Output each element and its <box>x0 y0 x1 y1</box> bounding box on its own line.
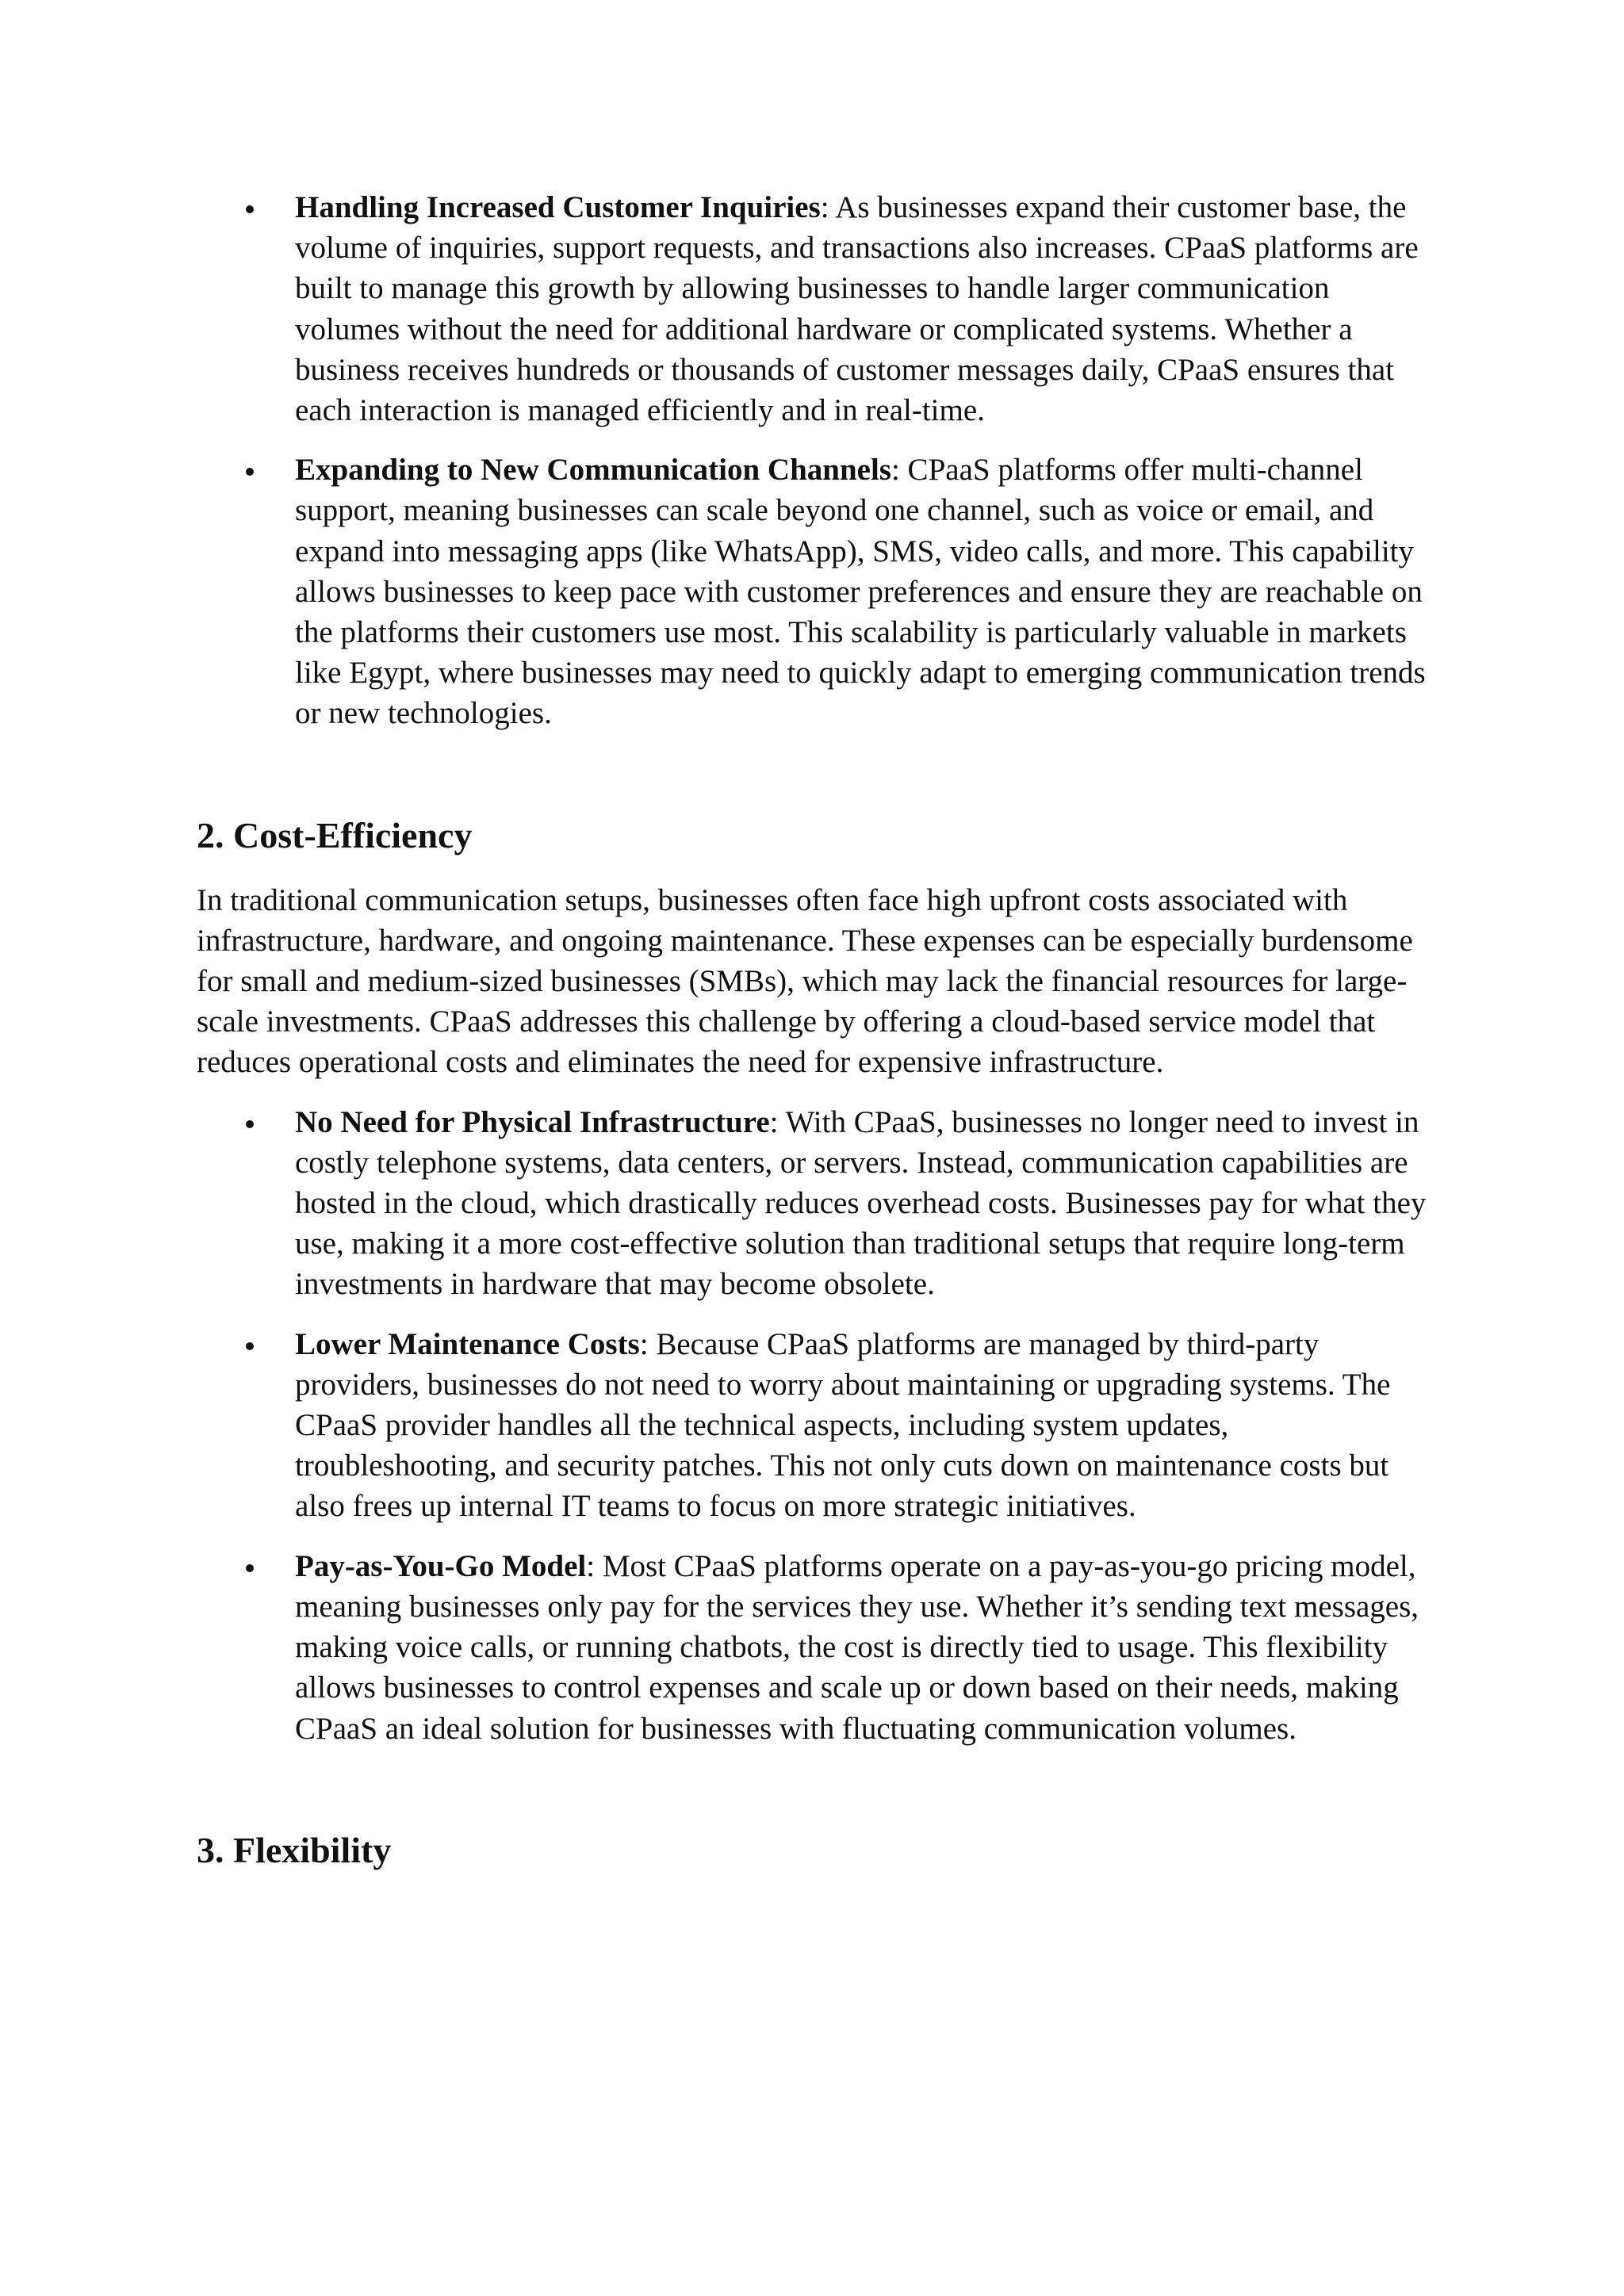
document-page <box>197 187 1434 1873</box>
bullet-dot-icon <box>246 205 254 213</box>
section-heading-cost-efficiency: 2. Cost-Efficiency <box>197 814 473 855</box>
cost-efficiency-paragraph: In traditional communication setups, businesses often face high upfront costs associated with infrastructure, hardware, and ongoing maintenance. These expenses can be especially burdensome for small and medium-sized businesses (SMBs), which may lack the financial resources for large-scale investments. CPaaS addresses this challenge by offering a cloud-based service model that reduces operational costs and eliminates the need for expensive infrastructure. <box>197 882 1413 1080</box>
bullet-text: : As businesses expand their customer base, the volume of inquiries, support requests, and transactions also increases. CPaaS platforms are built to manage this growth by allowing businesses to handle larger communication volumes without the need for additional hardware or complicated systems. Whether a business receives hundreds or thousands of customer messages daily, CPaaS ensures that each interaction is managed efficiently and in real-time. <box>295 190 1419 428</box>
bullet-text: : With CPaaS, businesses no longer need to invest in costly telephone systems, data centers, or servers. Instead, communication capabilities are hosted in the cloud, which drastically reduces overhead costs. Businesses pay for what they use, making it a more cost-effective solution than traditional setups that require long-term investments in hardware that may become obsolete. <box>295 1104 1427 1302</box>
cost-efficiency-bullet-list <box>197 1102 1434 1749</box>
bullet-pay-as-you-go <box>197 1546 1434 1749</box>
bullet-handling-increased-inquiries <box>197 187 1434 430</box>
bullet-term: Pay-as-You-Go Model <box>295 1548 587 1583</box>
bullet-term: Expanding to New Communication Channels <box>295 453 891 488</box>
bullet-term: Lower Maintenance Costs <box>295 1326 640 1361</box>
bullet-term: No Need for Physical Infrastructure <box>295 1104 770 1139</box>
bullet-dot-icon <box>246 468 254 476</box>
bullet-lower-maintenance <box>197 1324 1434 1527</box>
bullet-no-physical-infrastructure <box>197 1102 1434 1305</box>
bullet-text: : Most CPaaS platforms operate on a pay-as-you-go pricing model, meaning businesses only pay for the services they use. Whether it’s sending text messages, making voice calls, or running chatbots, the cost is directly tied to usage. This flexibility allows businesses to control expenses and scale up or down based on their needs, making CPaaS an ideal solution for businesses with fluctuating communication volumes. <box>295 1548 1419 1746</box>
bullet-text: : CPaaS platforms offer multi-channel support, meaning businesses can scale beyond one channel, such as voice or email, and expand into messaging apps (like WhatsApp), SMS, video calls, and more. This capability allows businesses to keep pace with customer preferences and ensure they are reachable on the platforms their customers use most. This scalability is particularly valuable in markets like Egypt, where businesses may need to quickly adapt to emerging communication trends or new technologies. <box>295 453 1426 731</box>
bullet-text: : Because CPaaS platforms are managed by third-party providers, businesses do not need to worry about maintaining or upgrading systems. The CPaaS provider handles all the technical aspects, including system updates, troubleshooting, and security patches. This not only cuts down on maintenance costs but also frees up internal IT teams to focus on more strategic initiatives. <box>295 1326 1391 1524</box>
scalability-bullet-list <box>197 187 1434 734</box>
bullet-term: Handling Increased Customer Inquiries <box>295 190 821 224</box>
bullet-expanding-channels <box>197 450 1434 733</box>
section-heading-flexibility: 3. Flexibility <box>197 1829 392 1870</box>
bullet-dot-icon <box>246 1120 254 1128</box>
bullet-dot-icon <box>246 1342 254 1350</box>
bullet-dot-icon <box>246 1564 254 1572</box>
